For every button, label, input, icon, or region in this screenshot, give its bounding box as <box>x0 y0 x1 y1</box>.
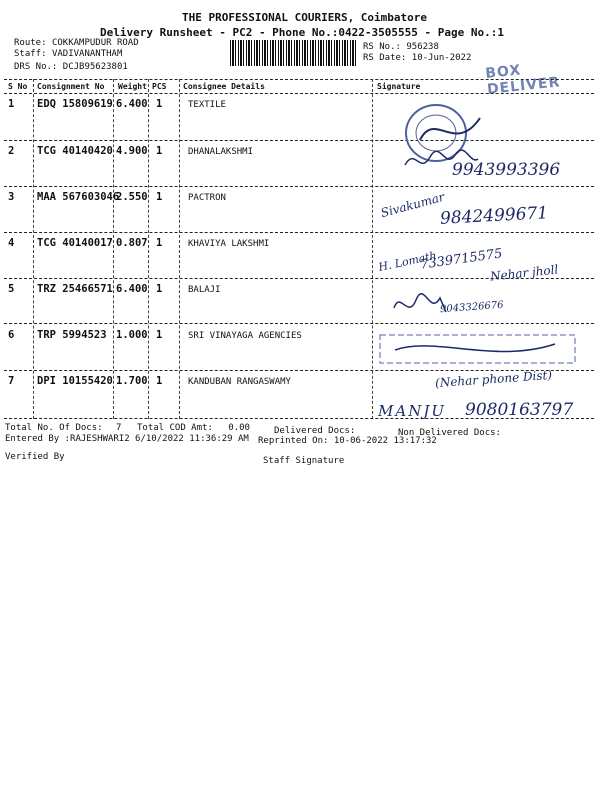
staff-value: VADIVANANTHAM <box>51 49 123 59</box>
col-signature: Signature <box>377 82 421 91</box>
staff-signature-label: Staff Signature <box>263 456 345 466</box>
row-divider <box>4 323 594 324</box>
row-consignee: KHAVIYA LAKSHMI <box>188 239 270 249</box>
row-weight: 1.700 <box>116 375 148 387</box>
entered-by-label: Entered By : <box>5 434 71 444</box>
rs-no-label: RS No.: <box>363 42 401 52</box>
row-consignment: TRZ 25466571 <box>37 283 113 295</box>
handwritten-name-row4: H. Lomath <box>377 249 438 274</box>
rs-date-line <box>363 53 471 63</box>
handwritten-phone-row3: 9842499671 <box>439 203 549 229</box>
total-docs-value: 7 <box>115 423 122 433</box>
row-sno: 5 <box>8 283 15 295</box>
header-bottom-rule <box>4 93 594 94</box>
col-consignee: Consignee Details <box>183 82 265 91</box>
col-divider <box>148 79 149 419</box>
entered-by-value: RAJESHWARI2 6/10/2022 11:36:29 AM <box>70 434 249 444</box>
row-consignee: KANDUBAN RANGASWAMY <box>188 377 291 387</box>
row-consignment: DPI 10155420 <box>37 375 113 387</box>
header-top-rule <box>4 79 594 80</box>
route-label: Route: <box>14 38 47 48</box>
col-consignment: Consignment No <box>37 82 105 91</box>
entered-by <box>5 434 249 444</box>
row-weight: 2.550 <box>116 191 148 203</box>
col-pcs: PCS <box>152 82 167 91</box>
handwritten-note-row4: Nehar jholl <box>489 262 559 284</box>
non-delivered-docs-label: Non Delivered Docs: <box>398 428 501 438</box>
rs-no-line <box>363 42 439 52</box>
row-weight: 0.807 <box>116 237 148 249</box>
row-pcs: 1 <box>156 329 163 341</box>
route-value: COKKAMPUDUR ROAD <box>51 38 139 48</box>
row-pcs: 1 <box>156 283 163 295</box>
row-consignment: EDQ 15809619 <box>37 98 113 110</box>
row-sno: 2 <box>8 145 15 157</box>
row-weight: 4.900 <box>116 145 148 157</box>
col-divider <box>372 79 373 419</box>
company-name: THE PROFESSIONAL COURIERS, Coimbatore <box>182 11 428 24</box>
total-cod-value: 0.00 <box>228 423 250 433</box>
row-sno: 3 <box>8 191 15 203</box>
drs-label: DRS No.: <box>14 62 58 72</box>
col-weight: Weight <box>118 82 147 91</box>
row-sno: 6 <box>8 329 15 341</box>
col-sno: S No <box>8 82 28 91</box>
row-pcs: 1 <box>156 237 163 249</box>
box-delivery-stamp: BOX DELIVER <box>484 62 562 98</box>
row-pcs: 1 <box>156 375 163 387</box>
row-consignment: TCG 40140420 <box>37 145 113 157</box>
total-cod <box>137 423 250 433</box>
handwritten-name-row3: Sivakumar <box>379 189 446 221</box>
row-consignment: TCG 40140017 <box>37 237 113 249</box>
row-divider <box>4 186 594 187</box>
row-weight: 6.400 <box>116 98 148 110</box>
col-divider <box>179 79 180 419</box>
row-pcs: 1 <box>156 191 163 203</box>
reprinted-value: 10-06-2022 13:17:32 <box>333 436 437 446</box>
route-line <box>14 38 139 48</box>
row-weight: 1.000 <box>116 329 148 341</box>
rs-date-value: 10-Jun-2022 <box>411 53 472 63</box>
row-consignee: BALAJI <box>188 285 221 295</box>
staff-label: Staff: <box>14 49 47 59</box>
row-weight: 6.400 <box>116 283 148 295</box>
rs-date-label: RS Date: <box>363 53 407 63</box>
drs-value: DCJB95623801 <box>62 62 128 72</box>
handwritten-phone-row4: 7339715575 <box>419 246 504 273</box>
row-pcs: 1 <box>156 145 163 157</box>
row-divider <box>4 140 594 141</box>
row-sno: 4 <box>8 237 15 249</box>
handwritten-phone-row7: 9080163797 <box>465 400 574 420</box>
row-consignee: SRI VINAYAGA AGENCIES <box>188 331 302 341</box>
row-consignee: TEXTILE <box>188 100 226 110</box>
rs-no-value: 956238 <box>406 42 439 52</box>
row-consignment: MAA 567603046 <box>37 191 120 203</box>
row-consignee: DHANALAKSHMI <box>188 147 254 157</box>
blurred-stamp-row6 <box>375 330 585 370</box>
total-cod-label: Total COD Amt: <box>137 423 213 433</box>
row-consignee: PACTRON <box>188 193 226 203</box>
row-sno: 1 <box>8 98 15 110</box>
total-docs-label: Total No. Of Docs: <box>5 423 103 433</box>
total-docs <box>5 423 121 433</box>
reprinted-on <box>258 436 437 446</box>
row-divider <box>4 232 594 233</box>
handwritten-phone-row2: 9943993396 <box>452 160 561 180</box>
row-sno: 7 <box>8 375 15 387</box>
handwritten-note-row7: (Nehar phone Dist) <box>434 367 553 391</box>
col-divider <box>113 79 114 419</box>
barcode <box>230 40 358 66</box>
col-divider <box>33 79 34 419</box>
row-consignment: TRP 5994523 <box>37 329 107 341</box>
handwritten-phone-row5: 9043326676 <box>439 299 504 316</box>
handwritten-name-row7: MANJU <box>378 402 446 420</box>
delivered-docs-label: Delivered Docs: <box>274 426 356 436</box>
drs-line <box>14 62 128 72</box>
staff-line <box>14 49 122 59</box>
runsheet-title: Delivery Runsheet - PC2 - Phone No.:0422-3505555 - Page No.:1 <box>100 26 504 39</box>
row-pcs: 1 <box>156 98 163 110</box>
verified-by: Verified By <box>5 452 65 462</box>
reprinted-label: Reprinted On: <box>258 436 329 446</box>
